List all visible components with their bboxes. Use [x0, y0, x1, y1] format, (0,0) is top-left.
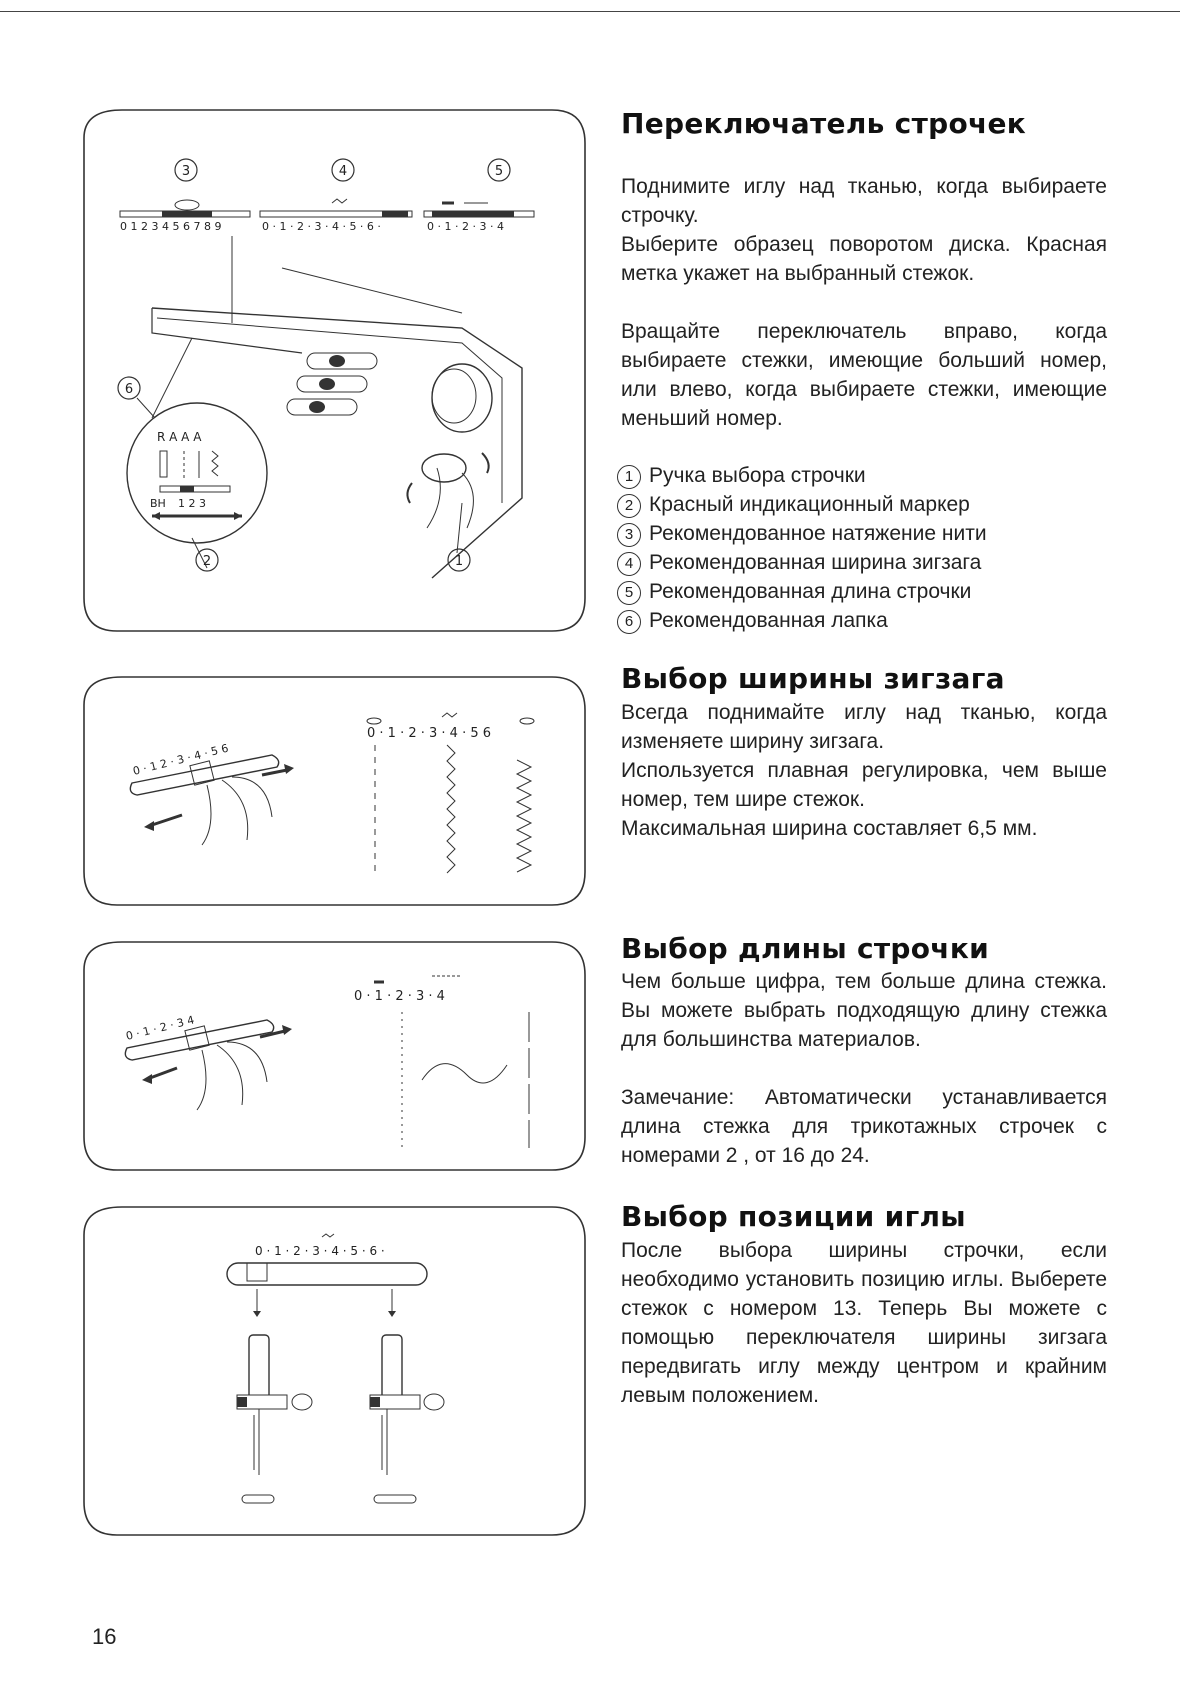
svg-text:3: 3 [181, 164, 191, 179]
paragraph: Используется плавная регулировка, чем выше номер, тем шире стежок. [621, 759, 1107, 811]
stitch-selector-illustration [82, 108, 587, 633]
svg-text:2: 2 [202, 554, 212, 569]
paragraph: Выберите образец поворотом диска. Красная метка укажет на выбранный стежок. [621, 233, 1107, 285]
item-number: 5 [617, 581, 641, 605]
paragraph: Вращайте переключатель вправо, когда выбираете стежки, имеющие больший номер, или влево, когда выбираете стежки, имеющие меньший номер. [621, 320, 1107, 430]
zigzag-scale-left: 0 · 1 2 · 3 · 4 · 5 6 [131, 741, 230, 778]
tension-scale: 0 1 2 3 4 5 6 7 8 9 [120, 220, 222, 233]
length-scale: 0 · 1 · 2 · 3 · 4 [427, 220, 504, 233]
figure-zigzag-width [82, 675, 587, 907]
item-text: Рекомендованное натяжение нити [649, 522, 987, 545]
section-title-zigzag-width: Выбор ширины зигзага [621, 662, 1005, 695]
list-item [617, 461, 1107, 490]
section-body-needle-position [621, 1236, 1107, 1410]
section-body-stitch-selector [621, 172, 1107, 433]
svg-text:5: 5 [494, 164, 504, 179]
zigzag-width-illustration [82, 675, 587, 907]
item-number: 2 [617, 494, 641, 518]
item-number: 6 [617, 610, 641, 634]
width-scale: 0 · 1 · 2 · 3 · 4 · 5 · 6 · [262, 220, 381, 233]
page-number: 16 [92, 1624, 117, 1649]
item-text: Рекомендованная лапка [649, 609, 888, 632]
length-scale-right: 0 · 1 · 2 · 3 · 4 [354, 989, 445, 1004]
paragraph: После выбора ширины строчки, если необходимо установить позицию иглы. Выберете стежок с номером 13. Теперь Вы можете с помощью переключателя ширины зигзага передвигать иглу между центром и крайним левым положением. [621, 1239, 1107, 1407]
item-text: Ручка выбора строчки [649, 464, 866, 487]
figure-stitch-length [82, 940, 587, 1172]
item-number: 4 [617, 552, 641, 576]
section-title-needle-position: Выбор позиции иглы [621, 1200, 966, 1233]
paragraph: Максимальная ширина составляет 6,5 мм. [621, 817, 1038, 840]
length-scale-left: 0 · 1 · 2 · 3 4 [124, 1013, 196, 1043]
legend-list [617, 461, 1107, 635]
figure-stitch-selector [82, 108, 587, 633]
stitch-length-illustration [82, 940, 587, 1172]
section-title-stitch-selector: Переключатель строчек [621, 107, 1027, 140]
list-item [617, 519, 1107, 548]
list-item [617, 548, 1107, 577]
section-body-stitch-length [621, 967, 1107, 1170]
paragraph: Всегда поднимайте иглу над тканью, когда изменяете ширину зигзага. [621, 701, 1107, 753]
svg-text:1: 1 [454, 554, 464, 569]
list-item [617, 577, 1107, 606]
bh-label: BH [150, 497, 166, 510]
needle-scale: 0 · 1 · 2 · 3 · 4 · 5 · 6 · [255, 1244, 385, 1258]
item-text: Красный индикационный маркер [649, 493, 970, 516]
needle-position-illustration [82, 1205, 587, 1537]
top-rule [0, 11, 1180, 12]
foot-letters: R A A A [157, 430, 202, 444]
item-number: 3 [617, 523, 641, 547]
section-title-stitch-length: Выбор длины строчки [621, 932, 990, 965]
list-item [617, 606, 1107, 635]
item-number: 1 [617, 465, 641, 489]
section-body-zigzag-width [621, 698, 1107, 843]
bh-nums: 1 2 3 [178, 497, 206, 510]
paragraph: Замечание: Автоматически устанавливается длина стежка для трикотажных строчек с номерами 2 , от 16 до 24. [621, 1086, 1107, 1167]
paragraph: Поднимите иглу над тканью, когда выбираете строчку. [621, 175, 1107, 227]
zigzag-scale-right: 0 · 1 · 2 · 3 · 4 · 5 6 [367, 726, 492, 741]
svg-text:6: 6 [124, 382, 134, 397]
figure-needle-position [82, 1205, 587, 1537]
paragraph: Чем больше цифра, тем больше длина стежка. Вы можете выбрать подходящую длину стежка для большинства материалов. [621, 970, 1107, 1051]
svg-text:4: 4 [338, 164, 348, 179]
item-text: Рекомендованная длина строчки [649, 580, 972, 603]
list-item [617, 490, 1107, 519]
item-text: Рекомендованная ширина зигзага [649, 551, 982, 574]
